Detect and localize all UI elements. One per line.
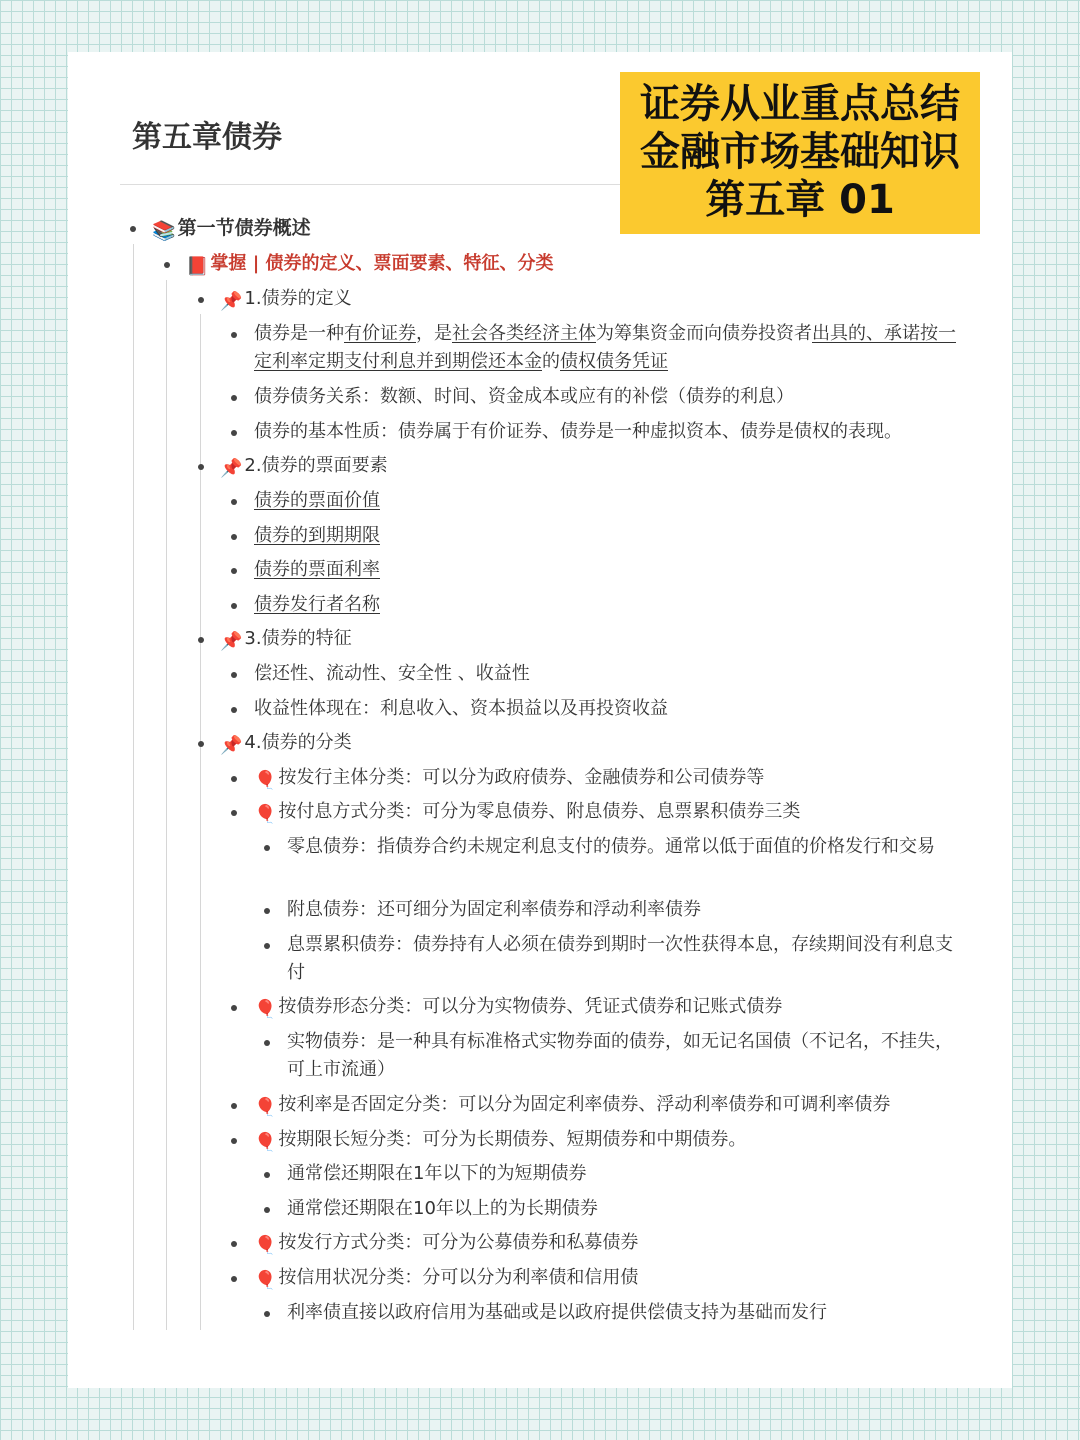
banner-line-3: 第五章 01 (705, 177, 895, 223)
topic-heading-classification: 📌 4.债券的分类 (220, 729, 352, 760)
bullet (264, 1040, 270, 1046)
bullet (264, 1172, 270, 1178)
topic-heading-features: 📌 3.债券的特征 (220, 625, 352, 656)
section-heading: 📚 第一节债券概述 (152, 214, 311, 245)
sub-item: 零息债券：指债券合约未规定利息支付的债券。通常以低于面值的价格发行和交易 (287, 836, 935, 857)
balloon-icon: 🎈 (254, 999, 277, 1020)
bullet (264, 1207, 270, 1213)
bullet (264, 943, 270, 949)
books-icon: 📚 (152, 220, 176, 242)
bullet (231, 499, 237, 505)
bullet (231, 810, 237, 816)
bullet (231, 332, 237, 338)
page-title: 第五章债券 (132, 120, 282, 155)
list-item: 债券债务关系：数额、时间、资金成本或应有的补偿（债券的利息） (254, 386, 794, 407)
indent-guide-1 (133, 244, 134, 1330)
notebook-icon: 📕 (186, 256, 209, 277)
list-item: 收益性体现在：利息收入、资本损益以及再投资收益 (254, 698, 668, 719)
bullet (231, 603, 237, 609)
pin-icon: 📌 (220, 291, 243, 312)
pin-icon: 📌 (220, 631, 243, 652)
bullet (231, 776, 237, 782)
bullet (231, 534, 237, 540)
classification-item: 🎈 按发行方式分类：可分为公募债券和私募债券 (254, 1229, 638, 1260)
sub-item: 利率债直接以政府信用为基础或是以政府提供偿债支持为基础而发行 (287, 1302, 827, 1323)
bullet (231, 1241, 237, 1247)
balloon-icon: 🎈 (254, 1235, 277, 1256)
classification-item: 🎈 按信用状况分类：分可以分为利率债和信用债 (254, 1264, 638, 1295)
bullet (231, 672, 237, 678)
definition-text: 债券是一种有价证券，是社会各类经济主体为筹集资金而向债券投资者出具的、承诺按一定利率定期支付利息并到期偿还本金的债权债务凭证 (254, 323, 956, 372)
balloon-icon: 🎈 (254, 770, 277, 791)
classification-item: 🎈 按利率是否固定分类：可以分为固定利率债券、浮动利率债券和可调利率债券 (254, 1091, 890, 1122)
bullet (198, 637, 204, 643)
topic-heading-elements: 📌 2.债券的票面要素 (220, 452, 388, 483)
bullet (130, 226, 136, 232)
bullet (198, 297, 204, 303)
list-item: 债券的基本性质：债券属于有价证券、债券是一种虚拟资本、债券是债权的表现。 (254, 421, 902, 442)
bullet (164, 262, 170, 268)
bullet (264, 908, 270, 914)
sub-item: 通常偿还期限在1年以下的为短期债券 (287, 1163, 587, 1184)
list-item: 偿还性、流动性、安全性 、收益性 (254, 663, 530, 684)
banner-line-1: 证券从业重点总结 (640, 81, 960, 127)
list-item: 债券发行者名称 (254, 594, 380, 615)
indent-guide-2 (166, 280, 167, 1330)
balloon-icon: 🎈 (254, 804, 277, 825)
topic-heading-definition: 📌 1.债券的定义 (220, 285, 352, 316)
banner-line-2: 金融市场基础知识 (640, 129, 960, 175)
bullet (231, 430, 237, 436)
pin-icon: 📌 (220, 735, 243, 756)
bullet (198, 741, 204, 747)
bullet (198, 464, 204, 470)
bullet (231, 1276, 237, 1282)
balloon-icon: 🎈 (254, 1270, 277, 1291)
sub-item: 附息债券：还可细分为固定利率债券和浮动利率债券 (287, 899, 701, 920)
classification-item: 🎈 按债券形态分类：可以分为实物债券、凭证式债券和记账式债券 (254, 993, 782, 1024)
list-item: 债券的到期期限 (254, 525, 380, 546)
sub-item: 通常偿还期限在10年以上的为长期债券 (287, 1198, 598, 1219)
list-item: 债券的票面价值 (254, 490, 380, 511)
classification-item: 🎈 按付息方式分类：可分为零息债券、附息债券、息票累积债券三类 (254, 798, 800, 829)
balloon-icon: 🎈 (254, 1132, 277, 1153)
sub-item: 实物债券：是一种具有标准格式实物券面的债券，如无记名国债（不记名，不挂失，可上市流通） (287, 1031, 953, 1080)
bullet (231, 1005, 237, 1011)
classification-item: 🎈 按发行主体分类：可以分为政府债券、金融债券和公司债券等 (254, 764, 764, 795)
sub-item: 息票累积债券：债券持有人必须在债券到期时一次性获得本息，存续期间没有利息支付 (287, 934, 953, 983)
bullet (231, 395, 237, 401)
classification-item: 🎈 按期限长短分类：可分为长期债券、短期债券和中期债券。 (254, 1126, 746, 1157)
bullet (264, 1311, 270, 1317)
subsection-heading: 📕 掌握 | 债券的定义、票面要素、特征、分类 (186, 250, 554, 281)
balloon-icon: 🎈 (254, 1097, 277, 1118)
bullet (231, 568, 237, 574)
bullet (231, 1103, 237, 1109)
bullet (264, 845, 270, 851)
pin-icon: 📌 (220, 458, 243, 479)
list-item: 债券的票面利率 (254, 559, 380, 580)
bullet (231, 707, 237, 713)
bullet (231, 1138, 237, 1144)
